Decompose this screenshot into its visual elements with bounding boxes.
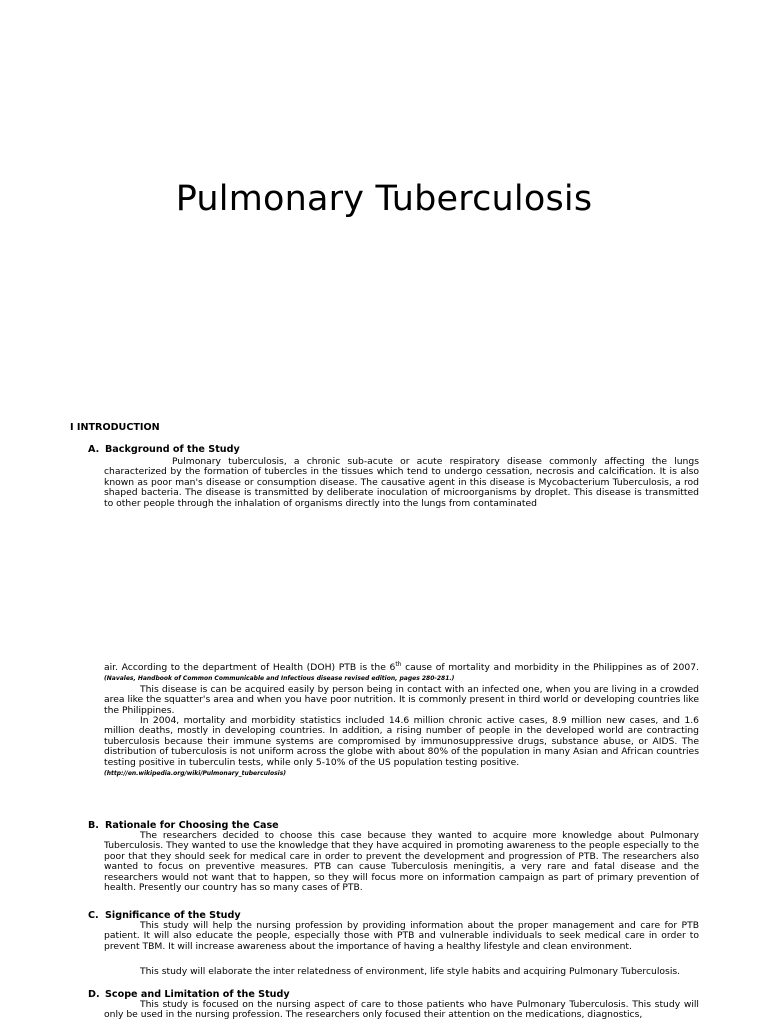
section-a-heading: Background of the Study — [105, 444, 240, 455]
statistics-paragraph: In 2004, mortality and morbidity statistics included 14.6 million chronic active cases, 8.9 million new cases, and 1.6 million deaths, mostly in developing countries. In addition, a rising number of people in the developed world are contracting tuberculosis because their immune systems are compromised by immunosuppressive drugs, substance abuse, or AIDS. The distribution of tuberculosis is not uniform across the globe with about 80% of the population in many Asian and African countries testing positive in tuberculin tests, while only 5-10% of the US population testing positive. — [104, 715, 699, 768]
transmission-paragraph: This disease is can be acquired easily by person being in contact with an infected one, when you are living in a crowded area like the squatter's area and when you have poor nutrition. It is commonly present in third world or developing countries like the Philippines. — [104, 683, 699, 716]
section-c-body — [104, 921, 699, 952]
section-c-body-2 — [70, 967, 699, 977]
doh-sentence-end: cause of mortality and morbidity in the Philippines as of 2007. — [401, 662, 699, 673]
scope-paragraph: This study is focused on the nursing aspect of care to those patients who have Pulmonary Tuberculosis. This study will only be used in the nursing profession. The researchers only focused their attention on the medications, diagnostics, — [104, 999, 699, 1021]
rationale-paragraph: The researchers decided to choose this case because they wanted to acquire more knowledge about Pulmonary Tuberculosis. They wanted to use the knowledge that they have acquired in promoting awareness to the people especially to the poor that they should seek for medical care in order to prevent the development and progression of PTB. The researchers also wanted to focus on preventive measures. PTB can cause Tuberculosis meningitis, a very rare and fatal disease and the researchers would not want that to happen, so they will focus more on information campaign as part of primary prevention of health. Presently our country has so many cases of PTB. — [104, 830, 699, 894]
section-b-heading: Rationale for Choosing the Case — [105, 820, 279, 831]
significance-paragraph-2: This study will elaborate the inter relatedness of environment, life style habits and acquiring Pulmonary Tuberculosis. — [140, 966, 681, 977]
section-a-letter: A. — [88, 444, 100, 455]
background-text-continued — [104, 660, 699, 685]
section-d-body — [104, 1000, 699, 1021]
background-text: Pulmonary tuberculosis, a chronic sub-acute or acute respiratory disease commonly affecting the lungs characterized by the formation of tubercles in the tissues which tend to undergo cessation, necrosis and calcification. It is also known as poor man's disease or consumption disease. The causative agent in this disease is Mycobacterium Tuberculosis, a rod shaped bacteria. The disease is transmitted by deliberate inoculation of microorganisms by droplet. This disease is transmitted to other people through the inhalation of organisms directly into the lungs from contaminated — [104, 456, 699, 509]
page-title: Pulmonary Tuberculosis — [175, 179, 593, 219]
section-b-letter: B. — [88, 820, 99, 831]
section-a-continuation — [104, 660, 699, 779]
doh-sentence-start: air. According to the department of Health (DOH) PTB is the 6 — [104, 662, 396, 673]
introduction-heading: I INTRODUCTION — [70, 422, 160, 433]
ordinal-suffix: th — [395, 660, 402, 668]
section-d-letter: D. — [88, 989, 100, 1000]
section-c-heading: Significance of the Study — [105, 910, 241, 921]
section-d-heading: Scope and Limitation of the Study — [105, 989, 290, 1000]
significance-paragraph-1: This study will help the nursing profession by providing information about the proper management and care for PTB patient. It will also educate the people, especially those with PTB and vulnerable individuals to seek medical care in order to prevent TBM. It will increase awareness about the importance of having a healthy lifestyle and clean environment. — [104, 920, 699, 952]
citation-wikipedia: (http://en.wikipedia.org/wiki/Pulmonary_tuberculosis) — [104, 770, 287, 778]
section-a-paragraph-1 — [104, 457, 699, 509]
section-b-body — [104, 831, 699, 893]
citation-wikipedia-line — [104, 768, 699, 779]
citation-navales: (Navales, Handbook of Common Communicable and Infectious disease revised edition, pages 280-281.) — [104, 675, 455, 683]
section-c-letter: C. — [88, 910, 99, 921]
